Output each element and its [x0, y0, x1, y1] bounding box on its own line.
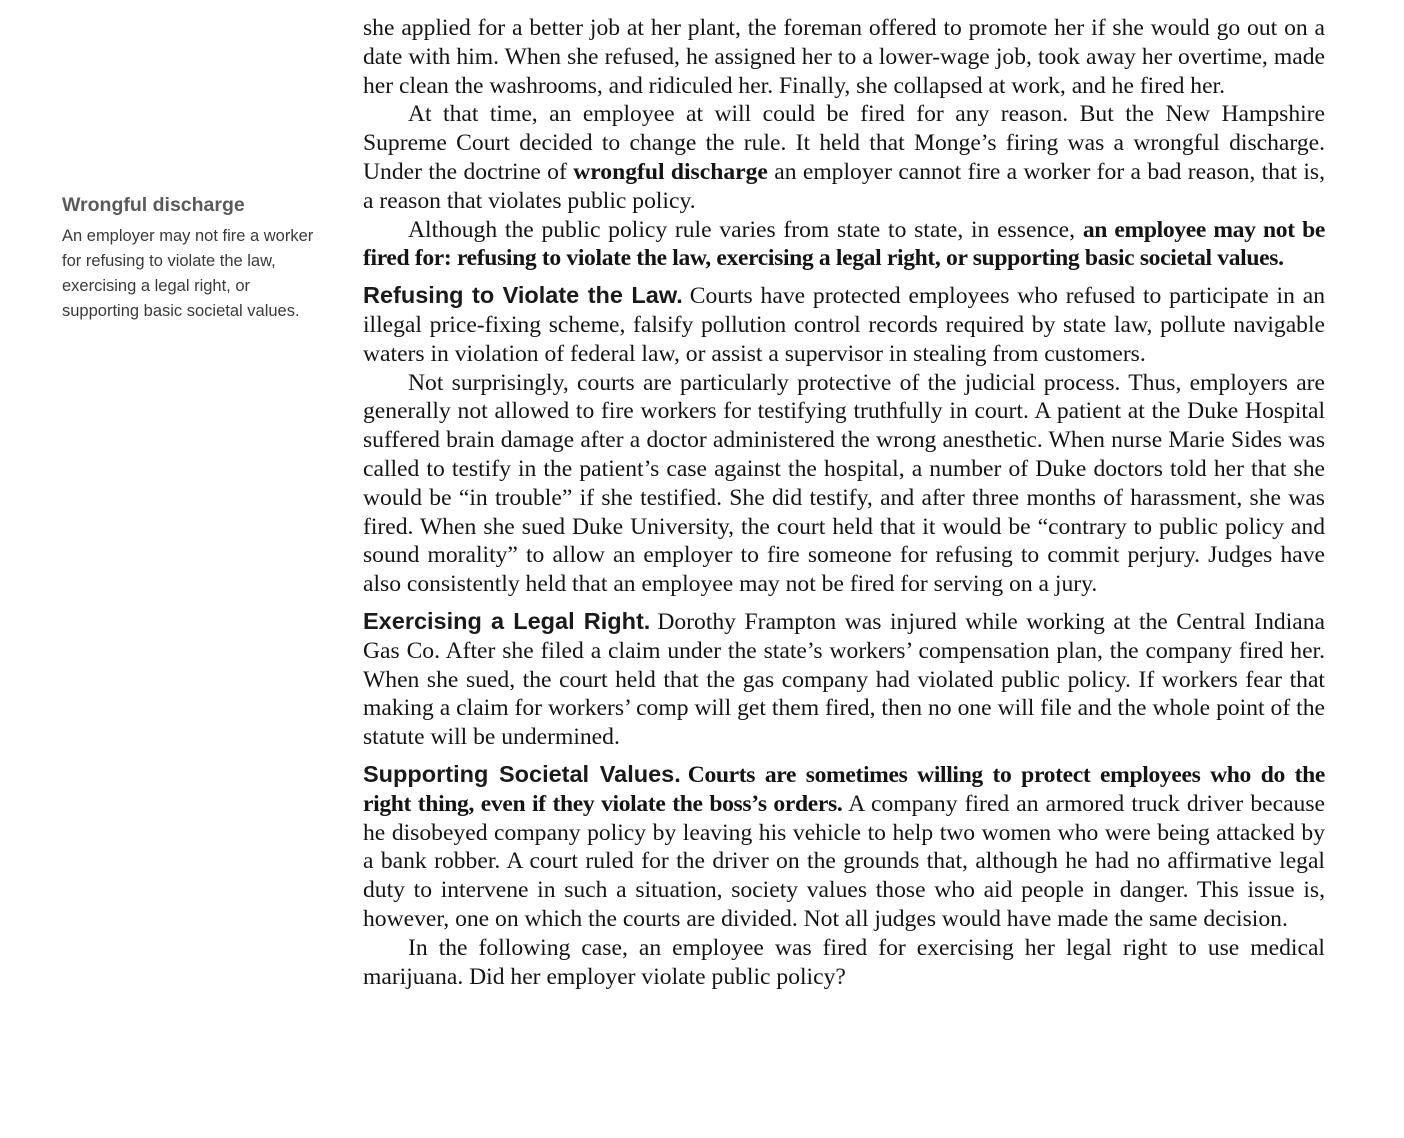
paragraph-public-policy-rule	[363, 216, 1325, 274]
paragraph-case-intro: In the following case, an employee was fired for exercising her legal right to use medical marijuana. Did her employer violate public policy?	[363, 934, 1325, 990]
margin-note	[62, 192, 320, 324]
paragraph-judicial-process: Not surprisingly, courts are particularly protective of the judicial process. Thus, employers are generally not allowed to fire workers for testifying truthfully in court. A patient at the Duke Hospital suffered brain damage after a doctor administered the wrong anesthetic. When nurse Marie Sides was called to testify in the patient’s case against the hospital, a number of Duke doctors told her that she would be “in trouble” if she testified. She did testify, and after three months of harassment, she was fired. When she sued Duke University, the court held that it would be “contrary to public policy and sound morality” to allow an employer to fire someone for refusing to commit perjury. Judges have also consistently held that an employee may not be fired for serving on a jury.	[363, 369, 1325, 598]
section-supporting-societal-values	[363, 760, 1325, 934]
paragraph-text: Although the public policy rule varies from state to state, in essence,	[408, 216, 1083, 243]
paragraph-text: an employer cannot fire a worker for a bad reason, that is, a reason that violates public policy.	[363, 158, 1325, 214]
page-body	[363, 14, 1325, 991]
paragraph-continued: she applied for a better job at her plant, the foreman offered to promote her if she would go out on a date with him. When she refused, he assigned her to a lower-wage job, took away her overtime, made her clean the washrooms, and ridiculed her. Finally, she collapsed at work, and he fired her.	[363, 15, 1325, 99]
paragraph-wrongful-discharge	[363, 100, 1325, 215]
bold-rule-statement: an employee may not be fired for: refusing to violate the law, exercising a legal right, or supporting basic societal values.	[363, 216, 1325, 272]
section-heading: Supporting Societal Values.	[363, 760, 681, 787]
bold-rule-statement: Courts are sometimes willing to protect employees who do the right thing, even if they violate the boss’s orders.	[363, 761, 1326, 817]
bold-term-wrongful-discharge: wrongful discharge	[573, 158, 768, 185]
paragraph-text: Courts have protected employees who refused to participate in an illegal price-fixing scheme, falsify pollution control records required by state law, pollute navigable waters in violation of federal law, or assist a supervisor in stealing from customers.	[363, 283, 1325, 367]
section-heading: Refusing to Violate the Law.	[363, 282, 683, 309]
section-exercising-legal-right	[363, 607, 1325, 752]
paragraph-text: Dorothy Frampton was injured while working at the Central Indiana Gas Co. After she filed a claim under the state’s workers’ compensation plan, the company fired her. When she sued, the court held that the gas company had violated public policy. If workers fear that making a claim for workers’ comp will get them fired, then no one will file and the whole point of the statute will be undermined.	[363, 608, 1325, 751]
paragraph-text: At that time, an employee at will could be fired for any reason. But the New Hampshire Supreme Court decided to change the rule. It held that Monge’s firing was a wrongful discharge. Under the doctrine of	[363, 101, 1325, 185]
section-refusing-to-violate-law	[363, 281, 1325, 368]
section-heading: Exercising a Legal Right.	[363, 607, 651, 634]
paragraph-text: A company fired an armored truck driver because he disobeyed company policy by leaving his vehicle to help two women who were being attacked by a bank robber. A court ruled for the driver on the grounds that, although he had no affirmative legal duty to intervene in such a situation, society values those who aid people in danger. This issue is, however, one on which the courts are divided. Not all judges would have made the same decision.	[363, 790, 1325, 932]
margin-note-definition: An employer may not fire a worker for refusing to violate the law, exercising a legal right, or supporting basic societal values.	[62, 227, 314, 320]
margin-note-term: Wrongful discharge	[62, 194, 245, 216]
